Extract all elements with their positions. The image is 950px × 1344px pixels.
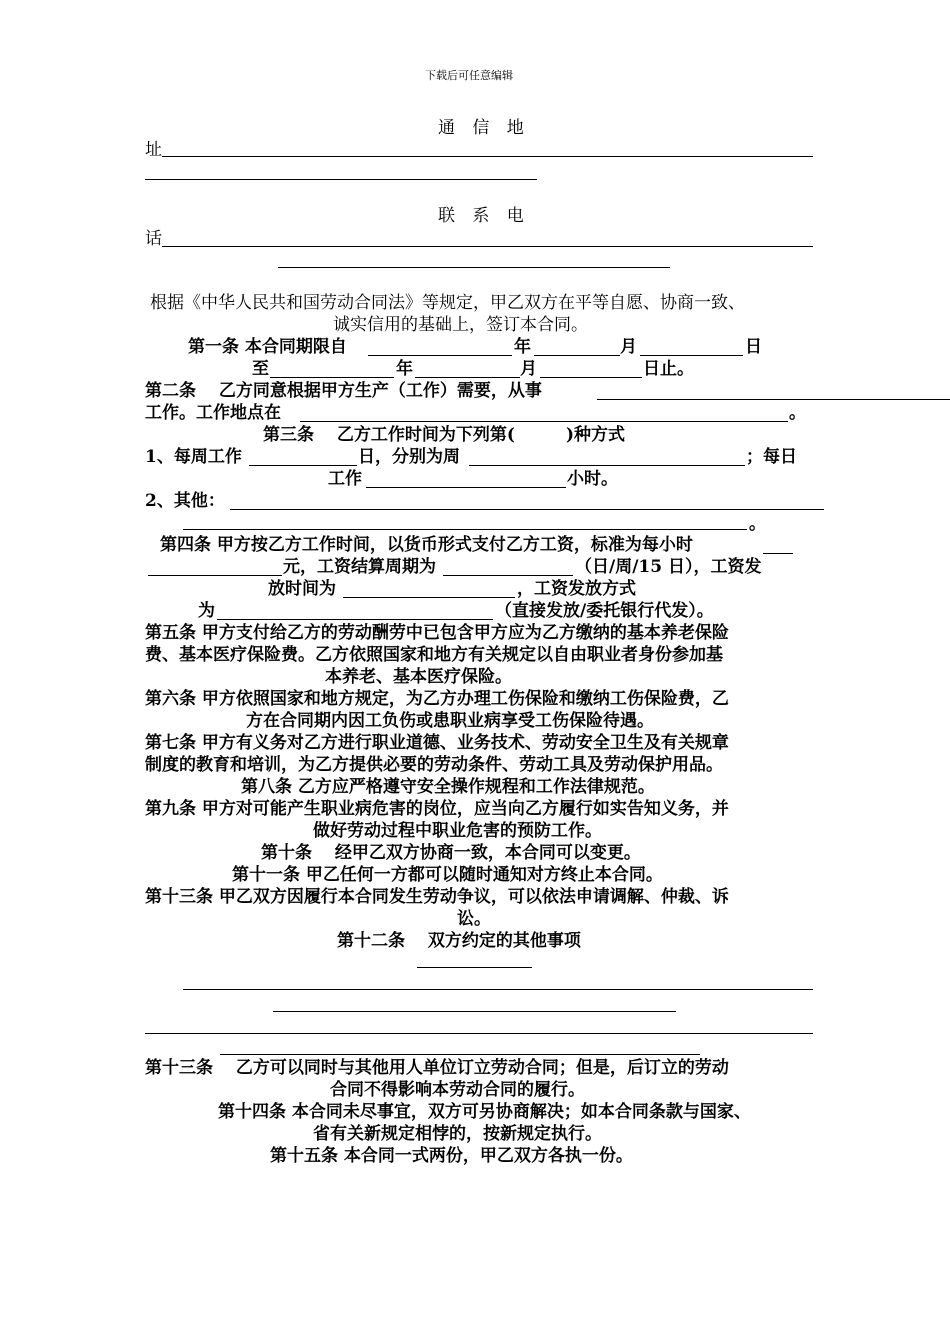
art1-end-day-field[interactable]	[540, 377, 642, 378]
art4-paytime-field[interactable]	[343, 597, 515, 598]
art2-line2-end: 。	[789, 403, 806, 423]
art3-title: 第三条 乙方工作时间为下列第( )种方式	[263, 425, 626, 445]
art12-field-5[interactable]	[220, 1054, 700, 1055]
art12-field-1[interactable]	[417, 967, 532, 968]
intro-line-2: 诚实信用的基础上，签订本合同。	[333, 315, 588, 335]
art6-line-1: 第六条 甲方依照国家和地方规定，为乙方办理工伤保险和缴纳工伤保险费，乙	[145, 689, 729, 709]
art1-end-month-field[interactable]	[415, 377, 520, 378]
intro-line-1: 根据《中华人民共和国劳动合同法》等规定，甲乙双方在平等自愿、协商一致、	[150, 293, 745, 313]
art4-line-2-b: （日/周/15 日），工资发	[575, 557, 762, 577]
art5-line-3: 本养老、基本医疗保险。	[325, 667, 512, 687]
art4-rate-field-b[interactable]	[148, 575, 282, 576]
art2-location-field[interactable]	[300, 421, 788, 422]
phone-field-line-2[interactable]	[278, 267, 670, 268]
art3-opt1-d: 工作	[328, 469, 362, 489]
art4-line-4-b: （直接发放/委托银行代发）。	[495, 601, 714, 621]
art11-line-1: 第十一条 甲乙任何一方都可以随时通知对方终止本合同。	[232, 865, 663, 885]
art1-prefix: 第一条 本合同期限自	[188, 337, 347, 357]
art4-paymethod-field[interactable]	[217, 619, 493, 620]
art4-line-3-a: 放时间为	[268, 579, 336, 599]
art2-line2-prefix: 工作。工作地点在	[145, 403, 281, 423]
art13b-line-1: 第十三条 乙方可以同时与其他用人单位订立劳动合同；但是，后订立的劳动	[145, 1058, 729, 1078]
art3-opt1-a: 1、每周工作	[145, 447, 242, 467]
art1-to: 至	[252, 359, 269, 379]
phone-label-top: 联 系 电	[438, 206, 530, 226]
art3-other-field-1[interactable]	[230, 509, 824, 510]
art1-end-year-field[interactable]	[270, 377, 394, 378]
art3-days-field[interactable]	[249, 465, 357, 466]
art13a-line-2: 讼。	[457, 909, 491, 929]
art4-period-field[interactable]	[443, 575, 573, 576]
art5-line-1: 第五条 甲方支付给乙方的劳动酬劳中已包含甲方应为乙方缴纳的基本养老保险	[145, 623, 729, 643]
art2-job-field[interactable]	[597, 399, 950, 400]
art3-opt1-c: ；每日	[746, 447, 797, 467]
art7-line-1: 第七条 甲方有义务对乙方进行职业道德、业务技术、劳动安全卫生及有关规章	[145, 733, 729, 753]
art13a-line-1: 第十三条 甲乙双方因履行本合同发生劳动争议，可以依法申请调解、仲裁、诉	[145, 887, 729, 907]
art1-year2: 年	[396, 359, 413, 379]
art8-line-1: 第八条 乙方应严格遵守安全操作规程和工作法律规范。	[241, 777, 655, 797]
art3-opt2: 2、其他：	[145, 491, 225, 511]
art1-start-year-field[interactable]	[368, 355, 512, 356]
art3-weekdays-field[interactable]	[469, 465, 745, 466]
art1-year: 年	[514, 337, 531, 357]
art1-start-day-field[interactable]	[640, 355, 743, 356]
art15-line-1: 第十五条 本合同一式两份，甲乙双方各执一份。	[270, 1146, 633, 1166]
header-note: 下载后可任意编辑	[425, 69, 513, 82]
art13b-line-2: 合同不得影响本劳动合同的履行。	[330, 1080, 585, 1100]
art1-start-month-field[interactable]	[534, 355, 620, 356]
art4-line-4-a: 为	[198, 601, 215, 621]
address-label-top: 通 信 地	[438, 118, 530, 138]
art3-opt1-b: 日，分别为周	[358, 447, 460, 467]
art4-rate-field-a[interactable]	[763, 553, 793, 554]
address-field-line-1[interactable]	[162, 156, 813, 157]
phone-field-line-1[interactable]	[162, 246, 813, 247]
address-label-bottom: 址	[145, 140, 162, 160]
art14-line-1: 第十四条 本合同未尽事宜，双方可另协商解决；如本合同条款与国家、	[218, 1102, 751, 1122]
address-field-line-2[interactable]	[145, 179, 537, 180]
art1-month2: 月	[520, 359, 537, 379]
art12-field-3[interactable]	[273, 1011, 676, 1012]
art3-hours-field[interactable]	[366, 487, 566, 488]
art3-opt1-e: 小时。	[567, 469, 618, 489]
art1-day: 日	[745, 337, 762, 357]
art1-month: 月	[620, 337, 637, 357]
art3-opt2-end: 。	[749, 514, 766, 534]
art4-line-1: 第四条 甲方按乙方工作时间，以货币形式支付乙方工资，标准为每小时	[160, 535, 693, 555]
art1-end: 日止。	[643, 359, 694, 379]
art6-line-2: 方在合同期内因工负伤或患职业病享受工伤保险待遇。	[246, 711, 654, 731]
art5-line-2: 费、基本医疗保险费。乙方依照国家和地方有关规定以自由职业者身份参加基	[145, 645, 723, 665]
phone-label-bottom: 话	[145, 229, 162, 249]
art12-field-2[interactable]	[183, 989, 813, 990]
art4-line-3-b: ，工资发放方式	[517, 579, 636, 599]
art2-prefix: 第二条 乙方同意根据甲方生产（工作）需要，从事	[145, 381, 542, 401]
art10-line-1: 第十条 经甲乙双方协商一致，本合同可以变更。	[261, 843, 641, 863]
art3-other-field-2[interactable]	[183, 529, 747, 530]
art9-line-2: 做好劳动过程中职业危害的预防工作。	[313, 821, 602, 841]
art14-line-2: 省有关新规定相悖的，按新规定执行。	[313, 1124, 602, 1144]
art12-field-4[interactable]	[145, 1033, 813, 1034]
art9-line-1: 第九条 甲方对可能产生职业病危害的岗位，应当向乙方履行如实告知义务，并	[145, 799, 729, 819]
art4-line-2-a: 元，工资结算周期为	[283, 557, 436, 577]
art7-line-2: 制度的教育和培训，为乙方提供必要的劳动条件、劳动工具及劳动保护用品。	[145, 755, 723, 775]
art12-title: 第十二条 双方约定的其他事项	[337, 931, 581, 951]
